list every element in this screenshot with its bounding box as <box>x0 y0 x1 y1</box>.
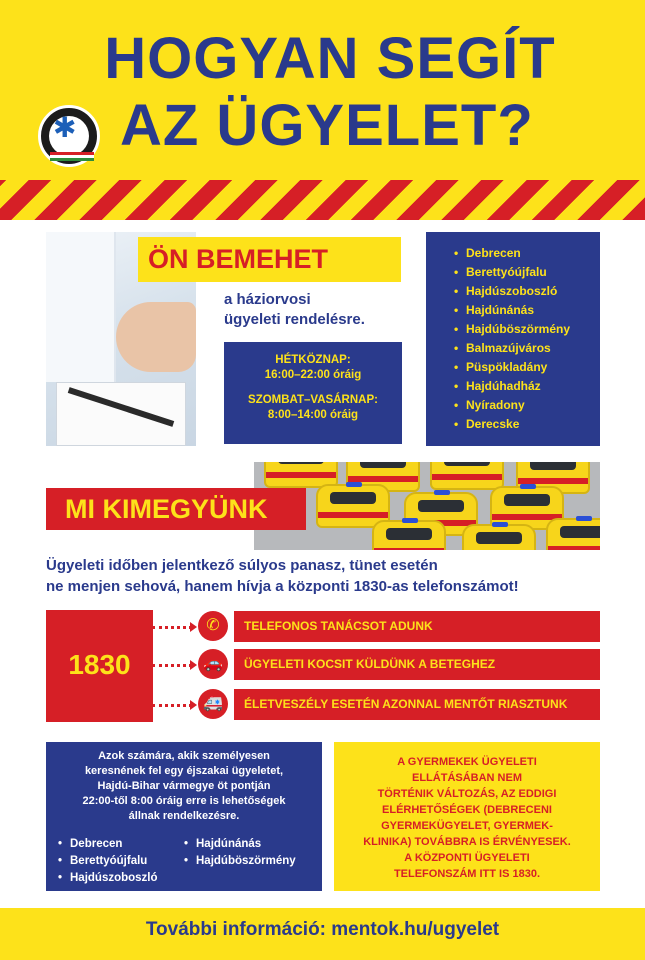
hazard-stripes <box>0 180 645 220</box>
list-item: • Berettyóújfalu <box>58 853 158 870</box>
connector-arrow <box>190 660 197 670</box>
weekday-hours: 16:00–22:00 óráig <box>264 369 362 381</box>
weekday-label: HÉTKÖZNAP: <box>275 354 351 366</box>
list-item: • Balmazújváros <box>454 339 600 358</box>
page-title-line2: AZ ÜGYELET? <box>120 93 534 158</box>
list-item: • Püspökladány <box>454 358 600 377</box>
weekend-label: SZOMBAT–VASÁRNAP: <box>248 394 378 406</box>
list-item: • Hajdúszoboszló <box>454 282 600 301</box>
outreach-heading: MI KIMEGYÜNK <box>65 494 268 524</box>
outreach-intro: Ügyeleti időben jelentkező súlyos panasz, tünet esetén ne menjen sehová, hanem hívja a központi 1830-as telefonszámot! <box>46 557 519 595</box>
connector-dots <box>152 664 192 667</box>
service-ambulance-alert: ÉLETVESZÉLY ESETÉN AZONNAL MENTŐT RIASZTUNK <box>234 689 600 720</box>
list-item: • Derecske <box>454 415 600 434</box>
list-item: • Nyíradony <box>454 396 600 415</box>
list-item: • Hajdúnánás <box>454 301 600 320</box>
car-icon: 🚗 <box>198 649 228 679</box>
visit-heading: ÖN BEMEHET <box>148 244 329 274</box>
night-clinic-text: Azok számára, akik személyesen keresnének fel egy éjszakai ügyeletet, Hajdú-Bihar vármegye öt pontján 22:00-től 8:00 óráig erre is lehetőségek állnak rendelkezésre. <box>82 750 286 822</box>
night-cities-list-1 <box>58 836 158 887</box>
star-of-life-icon: ✱ <box>53 112 77 143</box>
page-title-line1: HOGYAN SEGÍT <box>104 26 556 91</box>
more-info-link[interactable]: További információ: mentok.hu/ugyelet <box>145 919 500 940</box>
list-item: • Hajdúszoboszló <box>58 870 158 887</box>
clinic-cities-box <box>426 232 600 446</box>
list-item: • Hajdúhadház <box>454 377 600 396</box>
connector-arrow <box>190 622 197 632</box>
connector-arrow <box>190 700 197 710</box>
list-item: • Debrecen <box>454 244 600 263</box>
night-cities-list-2 <box>184 836 296 870</box>
list-item: • Hajdúböszörmény <box>454 320 600 339</box>
list-item: • Hajdúböszörmény <box>184 853 296 870</box>
phone-number: 1830 <box>68 649 131 680</box>
ambulance-icon: 🚑 <box>198 689 228 719</box>
phone-icon: ✆ <box>198 611 228 641</box>
opening-hours-box <box>224 342 402 444</box>
clinic-cities-list <box>454 244 600 434</box>
connector-dots <box>152 704 192 707</box>
service-phone-advice: TELEFONOS TANÁCSOT ADUNK <box>234 611 600 642</box>
list-item: • Berettyóújfalu <box>454 263 600 282</box>
hungarian-flag-ribbon <box>50 152 94 162</box>
list-item: • Debrecen <box>58 836 158 853</box>
list-item: • Hajdúnánás <box>184 836 296 853</box>
service-car-dispatch: ÜGYELETI KOCSIT KÜLDÜNK A BETEGHEZ <box>234 649 600 680</box>
children-phone-number: 1830 <box>512 868 537 880</box>
weekend-hours: 8:00–14:00 óráig <box>267 409 359 421</box>
children-care-text: A GYERMEKEK ÜGYELETI ELLÁTÁSÁBAN NEM TÖRTÉNIK VÁLTOZÁS, AZ EDDIGI ELÉRHETŐSÉGEK (DEBRECENI GYERMEKÜGYELET, GYERMEK- KLINIKA) TOVÁBBRA IS ÉRVÉNYESEK. A KÖZPONTI ÜGYELETI TELEFONSZÁM ITT IS 1830. <box>363 756 571 880</box>
visit-subtitle: a háziorvosi ügyeleti rendelésre. <box>224 291 365 328</box>
connector-dots <box>152 626 192 629</box>
